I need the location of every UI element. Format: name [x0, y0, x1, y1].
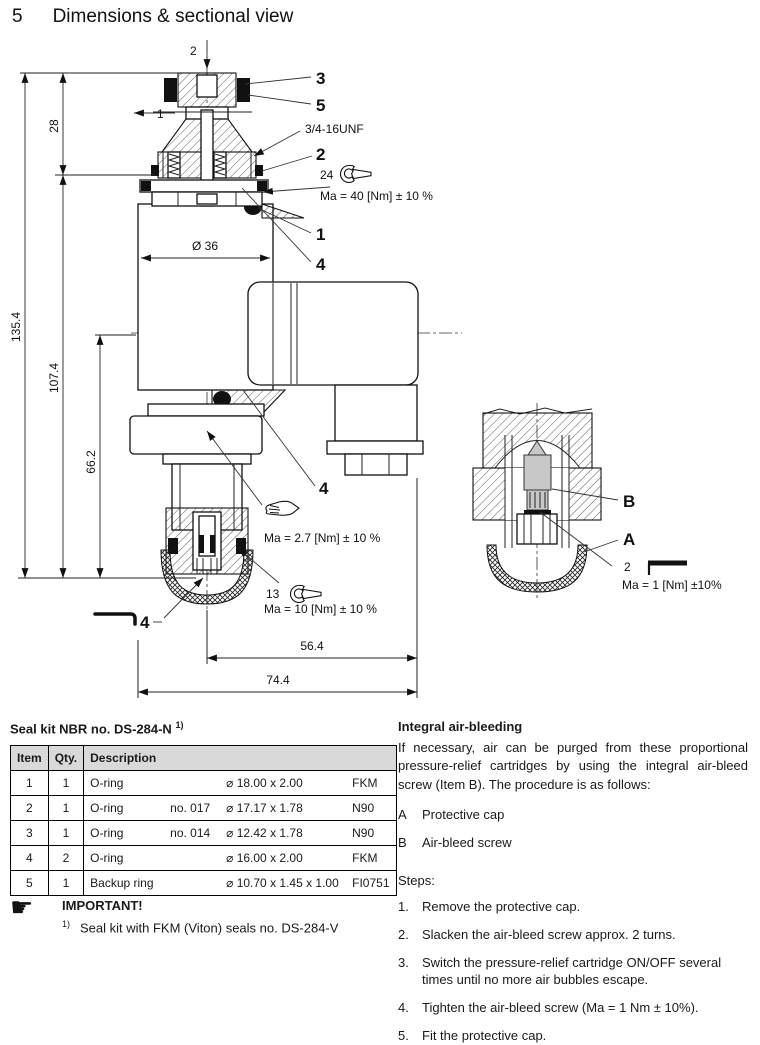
seal-kit-title: Seal kit NBR no. DS-284-N $^{1)}$ [10, 720, 184, 737]
steps-label: Steps: [398, 873, 435, 889]
hand-tighten-icon [266, 501, 299, 515]
hex-key-icon-bottom [95, 614, 135, 624]
thread-label: 3/4-16UNF [305, 122, 364, 136]
important-note [10, 892, 380, 936]
legend-key-a: A [398, 807, 407, 823]
important-label: IMPORTANT! [62, 898, 143, 913]
table-header-row [11, 746, 397, 771]
section-number: 5 [12, 6, 23, 27]
torque-1nm-label: Ma = 1 [Nm] ±10% [622, 578, 722, 592]
table-row: 3 1 O-ring no. 014 ⌀ 12.42 x 1.78 N90 [11, 821, 397, 846]
dim-dia-36: Ø 36 [191, 239, 219, 253]
hex-key-size-label: 2 [624, 560, 631, 574]
pointing-hand-icon: ☛ [10, 892, 34, 922]
hex-key-icon [648, 563, 687, 575]
step-2: 2. Slacken the air-bleed screw approx. 2 turns. [398, 927, 676, 943]
legend-text-b: Air-bleed screw [422, 835, 512, 851]
torque-40nm-label: Ma = 40 [Nm] ± 10 % [320, 189, 433, 203]
adjuster-section [140, 73, 268, 206]
legend-item-b [398, 835, 748, 850]
col-header-item: Item [11, 746, 49, 771]
air-bleed-detail-view [473, 408, 722, 592]
step-5: 5. Fit the protective cap. [398, 1027, 547, 1043]
dim-66-2: 66.2 [84, 450, 98, 474]
callout-top-2: 2 [190, 44, 197, 58]
footnote-text: Seal kit with FKM (Viton) seals no. DS-284-V [80, 920, 339, 936]
torque-2-7nm-label: Ma = 2.7 [Nm] ± 10 % [264, 531, 381, 545]
detail-callout-a: A [623, 530, 636, 549]
dim-74-4: 74.4 [266, 673, 290, 687]
callout-4-bottom: 4 [140, 613, 150, 632]
air-bleeding-title: Integral air-bleeding [398, 719, 523, 734]
footnote-ref: 1) [62, 919, 71, 929]
wrench-40-size: 24 [320, 168, 334, 182]
callout-1: 1 [316, 225, 326, 244]
seal-kit-section [10, 720, 390, 896]
detail-callout-b: B [623, 492, 636, 511]
col-header-description: Description [84, 746, 396, 771]
legend-text-a: Protective cap [422, 807, 505, 823]
step-3: 3. Switch the pressure-relief cartridge ON/OFF several times until no more air bubbles escape. [398, 955, 722, 988]
callout-5: 5 [316, 96, 326, 115]
seal-kit-title-footnote-ref: 1) [175, 720, 184, 730]
dim-28: 28 [47, 119, 61, 133]
dim-56-4: 56.4 [300, 639, 324, 653]
torque-10nm-label: Ma = 10 [Nm] ± 10 % [264, 602, 377, 616]
seal-kit-table [10, 745, 397, 896]
step-1: 1. Remove the protective cap. [398, 899, 581, 915]
legend-key-b: B [398, 835, 407, 851]
wrench-10-size: 13 [266, 587, 280, 601]
table-row: 4 2 O-ring ⌀ 16.00 x 2.00 FKM [11, 846, 397, 871]
dim-107-4: 107.4 [47, 362, 61, 394]
dim-135-4: 135.4 [9, 311, 23, 343]
callout-3: 3 [316, 69, 326, 88]
table-row: 1 1 O-ring ⌀ 18.00 x 2.00 FKM [11, 771, 397, 796]
callout-section-1: 1 [157, 107, 164, 121]
step-4: 4. Tighten the air-bleed screw (Ma = 1 Nm ± 10%). [398, 999, 699, 1015]
callout-2: 2 [316, 145, 326, 164]
air-bleeding-section [398, 719, 748, 1045]
table-row: 2 1 O-ring no. 017 ⌀ 17.17 x 1.78 N90 [11, 796, 397, 821]
page-title: Dimensions & sectional view [52, 6, 294, 27]
legend-item-a [398, 807, 748, 822]
air-bleeding-intro: If necessary, air can be purged from these proportional pressure-relief cartridges by using the integral air-bleed screw (Item B). The procedure is as follows: [398, 740, 748, 792]
table-row: 5 1 Backup ring ⌀ 10.70 x 1.45 x 1.00 FI0751 [11, 871, 397, 896]
col-header-qty: Qty. [48, 746, 83, 771]
callout-4-mid: 4 [319, 479, 329, 498]
callout-4-top: 4 [316, 255, 326, 274]
